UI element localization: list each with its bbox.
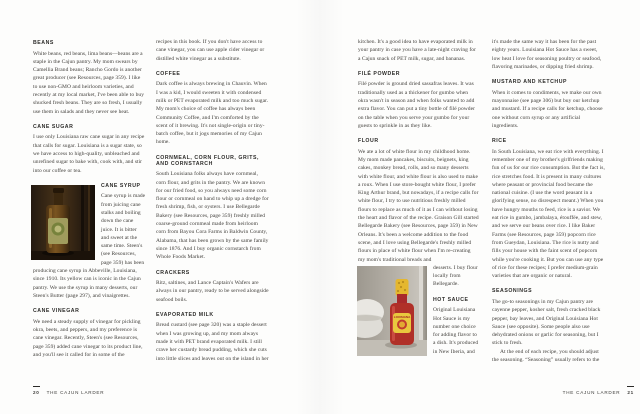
section-body-coffee: Dark coffee is always brewing in Chauvin. When I was a kid, I would sweeten it with condensed milk or PET evaporated milk and too much sugar. My mom's choice of coffee has always been Community Coffee, and I'm comforted by the scent of it brewing. It's not single-origin or tiny-batch coffee, but it jogs memories of my Cajun home.: [156, 81, 269, 146]
section-file-powder: [358, 71, 479, 130]
section-heading-cane-vinegar: CANE VINEGAR: [33, 308, 80, 315]
right-page-footer: [563, 390, 634, 395]
left-page-column-1: [33, 38, 146, 359]
right-page-number: 21: [627, 390, 634, 395]
section-body-cane-vinegar: We need a steady supply of vinegar for pickling okra, beets, and peppers, and my preference is cane vinegar. Recently, Steen's (see Resources, page 359) added cane vinegar to its product line, and you'll see it called for in some of the: [33, 318, 143, 358]
section-heading-cornmeal: CORNMEAL, CORN FLOUR, GRITS, AND CORNSTARCH: [156, 154, 260, 167]
left-page-footer: [33, 390, 104, 395]
section-seasonings: [492, 288, 605, 364]
page-gutter-shadow: [296, 0, 344, 414]
section-cane-sugar: [33, 124, 146, 175]
section-body-rice: In South Louisiana, we eat rice with everything. I remember one of my brother's girlfriends making fun of us for our rice consumption. But the fact is, rice stretches food. It is present in many cultures where peasant or provincial food became the national cuisine. (I use the word peasant in a glorifying sense, no disrespect meant.) When you have hungry mouths to feed, rice is a savior. We eat rice in gumbo, jambalaya, étouffée, and stew, and we serve our beans over rice. I like Baker Farms (see Resources, page 359) popcorn rice from Gueydan, Louisiana. The rice is nutty and fills your house with the faint scent of popcorn while you're cooking it. But you can use any type of rice for these recipes; I prefer medium-grain varieties that are organic or natural.: [492, 148, 605, 280]
section-body-evaporated-milk: Bread custard (see page 320) was a staple dessert when I was growing up, and my mom always made it with PET brand evaporated milk. I still crave her custardy bread pudding, which she cuts into little slices and leaves out on the island in her: [156, 322, 269, 362]
section-heading-rice: RICE: [492, 138, 507, 145]
section-heading-mustard-ketchup: MUSTARD AND KETCHUP: [492, 79, 568, 86]
section-body-flour-continued: desserts. I buy flour locally from Bellegarde.: [433, 264, 478, 288]
section-body-cane-vinegar-continued: recipes in this book. If you don't have access to cane vinegar, you can use apple cider vinegar or distilled white vinegar as a substitute.: [156, 39, 265, 62]
section-body-hot-sauce-continued: it's made the same way it has been for the past eighty years. Louisiana Hot Sauce has a sweet, low heat I love for seasoning poultry or seafood, flavoring marinades, or dipping fried shrimp.: [492, 39, 602, 70]
left-page-number: 20: [33, 390, 40, 395]
right-page-column-2: [492, 38, 605, 364]
section-heading-coffee: COFFEE: [156, 70, 181, 77]
hot-sauce-bottle-photo: [357, 266, 427, 356]
section-rice: [492, 138, 605, 280]
section-body-hot-sauce: Original Louisiana Hot Sauce is my number one choice for adding flavor to a dish. It's produced in New Iberia, and: [433, 307, 479, 355]
section-body-flour: We ate a lot of white flour in my childhood home. My mom made pancakes, biscuits, beignets, king cakes, monkey bread, rolls, and so many desserts with white flour, and white flour is also used to make a roux. When I use store-bought white flour, I prefer King Arthur brand, but nowadays, if a recipe calls for white flour, I try to use nutritious freshly milled flours to replace as much of it as I can without losing the heart and flavor of the recipe. Graison Gill started Bellegarde Bakery (see Resources, page 359) in New Orleans. It's been a welcome addition to the food scene, and I love using Bellegarde's freshly milled flours in place of white flour when I'm re-creating my mom's traditional breads and: [358, 148, 479, 263]
cane-syrup-bottle-photo: [31, 185, 95, 260]
section-body-seasonings: The go-to seasonings in my Cajun pantry are cayenne pepper, kosher salt, fresh cracked black pepper, bay leaves, and Original Louisiana Hot Sauce (see opposite). Some people also use dehydrated onions or garlic for seasoning, but I stick to fresh.: [492, 298, 601, 347]
section-heading-evaporated-milk: EVAPORATED MILK: [156, 311, 214, 318]
section-coffee: [156, 71, 269, 147]
section-heading-cane-sugar: CANE SUGAR: [33, 123, 74, 130]
section-beans: [33, 40, 146, 116]
section-body-file-powder: Filé powder is ground dried sassafras leaves. It was traditionally used as a thickener for gumbo when okra wasn't in season and when folks wanted to add extra flavor. You can put a tiny bottle of filé powder on the table when you serve your gumbo for your guests to sprinkle in as they like.: [358, 81, 475, 129]
section-cane-vinegar: [33, 308, 146, 359]
section-evaporated-milk: [156, 312, 269, 363]
section-heading-seasonings: SEASONINGS: [492, 288, 533, 295]
section-heading-file-powder: FILÉ POWDER: [358, 70, 401, 77]
section-cornmeal: [156, 155, 269, 262]
left-running-title: THE CAJUN LARDER: [46, 390, 105, 395]
right-page-column-1: [358, 38, 479, 359]
section-hot-sauce-continued: [492, 38, 605, 71]
left-page-column-2: [156, 38, 269, 363]
hot-sauce-label-text: LOUISIANA: [393, 314, 411, 319]
section-mustard-ketchup: [492, 79, 605, 130]
section-body-cane-syrup: Cane syrup is made from juicing cane stalks and boiling down the cane juice. It is bitter and sweet at the same time. Steen's (see Resources, page 359) has been producing cane syrup in Abbeville, Louisiana, since 1910. Its yellow can is iconic in the Cajun pantry. We use the syrup in many desserts, our Steen's Butter (page 297), and vinaigrettes.: [33, 193, 146, 299]
section-cane-vinegar-continued: [156, 38, 269, 63]
section-heading-flour: FLOUR: [358, 138, 379, 145]
section-body-evaporated-milk-continued: kitchen. It's a good idea to have evaporated milk in your pantry in case you have a late-night craving for a Cajun snack of PET milk, sugar, and bananas.: [358, 39, 476, 62]
section-crackers: [156, 270, 269, 304]
section-body-crackers: Ritz, saltines, and Lance Captain's Wafers are always in our pantry, ready to be served alongside seafood boils.: [156, 280, 269, 303]
section-body-seasonings-2: At the end of each recipe, you should adjust the seasoning. “Seasoning” usually refers to the: [492, 348, 600, 363]
section-body-beans: White beans, red beans, lima beans—beans are a staple in the Cajun pantry. My mom swears by Camellia Brand beans; Rancho Gordo is another great producer (see Resources, page 359). I like to use non-GMO and heirloom varieties, and recently at my local market, I've been able to buy shucked fresh beans. They are so fresh, I usually use them in salads and they never see heat.: [33, 50, 145, 115]
section-evaporated-milk-continued: [358, 38, 479, 63]
section-body-cane-sugar: I use only Louisiana raw cane sugar in any recipe that calls for sugar. Louisiana is a sugar state, so we have access to high-quality, unbleached and unrefined sugar to bake with, cook with, and stir into our coffee or tea.: [33, 134, 145, 174]
section-heading-beans: BEANS: [33, 40, 54, 46]
section-body-cornmeal: South Louisiana folks always have cornmeal, corn flour, and grits in the pantry. We are known for our fried food, so you always need some corn flour or cornmeal on hand to whip up a dredge for fresh shrimp, fish, or oysters. I use Bellegarde Bakery (see Resources, page 359) freshly milled coarse-ground cornmeal made from heirloom corn from Bayou Cora Farms in Baldwin County, Alabama, that has been grown by the same family since 1876. And I buy organic cornstarch from Whole Foods Market.: [156, 171, 269, 261]
section-cane-syrup: [33, 183, 146, 300]
right-running-title: THE CAJUN LARDER: [562, 390, 621, 395]
section-heading-hot-sauce: HOT SAUCE: [433, 296, 469, 303]
section-body-mustard-ketchup: When it comes to condiments, we make our own mayonnaise (see page 306) but buy our ketchup and mustard. If a recipe calls for ketchup, choose one without corn syrup or any artificial ingredients.: [492, 89, 603, 129]
section-heading-cane-syrup: CANE SYRUP: [101, 182, 141, 189]
section-heading-crackers: CRACKERS: [156, 269, 190, 276]
